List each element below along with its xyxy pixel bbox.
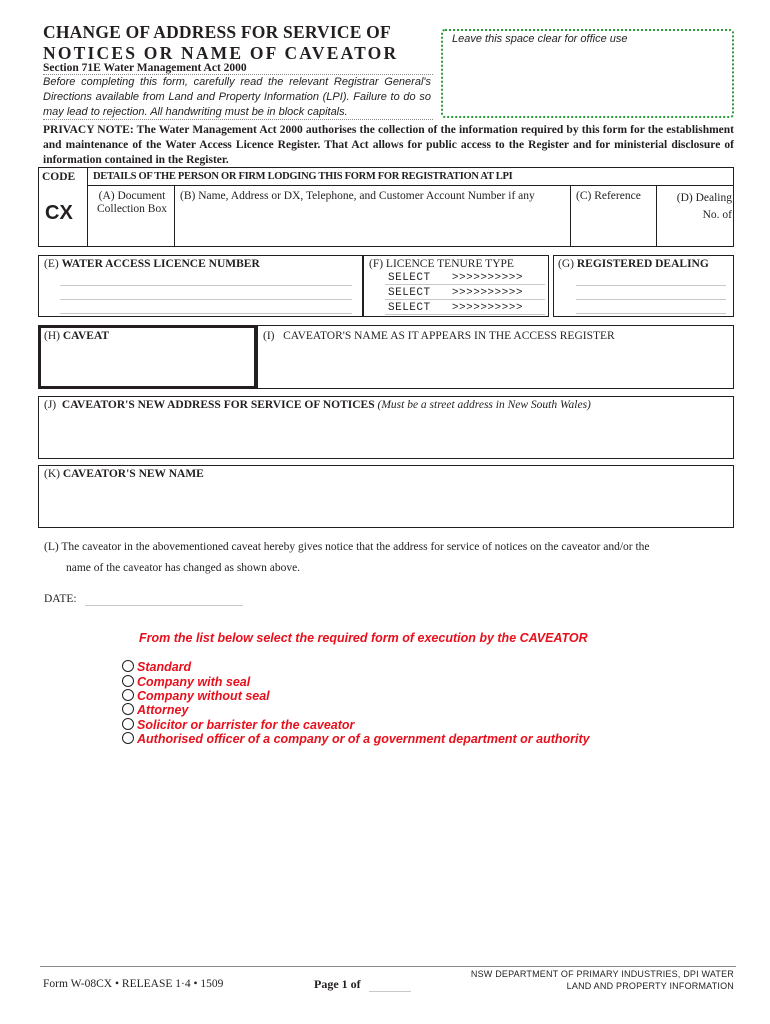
caveator-name-label: (I) CAVEATOR'S NAME AS IT APPEARS IN THE ACCESS REGISTER	[263, 330, 615, 342]
section-reference: Section 71E Water Management Act 2000	[43, 62, 247, 74]
execution-option-standard[interactable]: Standard	[122, 660, 191, 675]
registered-dealing-input-1[interactable]	[576, 285, 726, 286]
dealing-number-label: (D) Dealing No. of	[676, 192, 732, 221]
registered-dealing-input-3[interactable]	[576, 313, 726, 314]
page-count-input[interactable]	[369, 991, 411, 992]
divider	[656, 185, 657, 247]
divider	[87, 185, 734, 186]
radio-button[interactable]	[122, 675, 134, 687]
form-title	[43, 22, 438, 64]
divider	[385, 314, 545, 315]
divider	[43, 119, 433, 120]
reference-field[interactable]	[570, 205, 656, 247]
lodging-heading: DETAILS OF THE PERSON OR FIRM LODGING THIS FORM FOR REGISTRATION AT LPI	[93, 171, 513, 182]
privacy-note: PRIVACY NOTE: The Water Management Act 2000 authorises the collection of the information required by this form for the establishment and maintenance of the Water Access Licence Register. That Act allows for public access to the Register and for ministerial disclosure of information contained in the Register.	[43, 124, 734, 166]
licence-number-input-3[interactable]	[60, 313, 352, 314]
department-info: NSW DEPARTMENT OF PRIMARY INDUSTRIES, DPI WATER LAND AND PROPERTY INFORMATION	[470, 969, 734, 991]
form-id: Form W-08CX • RELEASE 1·4 • 1509	[43, 978, 224, 990]
licence-number-input-2[interactable]	[60, 299, 352, 300]
tenure-type-label: (F) LICENCE TENURE TYPE	[369, 258, 514, 270]
title-line-1: CHANGE OF ADDRESS FOR SERVICE OF	[43, 22, 391, 42]
radio-button[interactable]	[122, 703, 134, 715]
notice-line-1: (L) The caveator in the abovementioned caveat hereby gives notice that the address for service of notices on the caveator and/or the	[44, 541, 650, 553]
execution-option-solicitor[interactable]: Solicitor or barrister for the caveator	[122, 718, 354, 733]
divider	[385, 284, 545, 285]
divider	[87, 167, 88, 247]
lodger-details-label: (B) Name, Address or DX, Telephone, and Customer Account Number if any	[180, 190, 535, 202]
reference-label: (C) Reference	[576, 190, 641, 202]
licence-number-label: (E) WATER ACCESS LICENCE NUMBER	[44, 258, 260, 270]
page-label: Page 1 of	[314, 977, 361, 991]
footer-rule	[40, 966, 736, 967]
radio-button[interactable]	[122, 718, 134, 730]
document-collection-box-label: (A) Document Collection Box	[97, 190, 167, 215]
caveat-label: (H) CAVEAT	[44, 330, 110, 342]
radio-button[interactable]	[122, 732, 134, 744]
code-label: CODE	[42, 171, 76, 183]
radio-button[interactable]	[122, 660, 134, 672]
execution-instruction: From the list below select the required form of execution by the CAVEATOR	[139, 631, 588, 645]
divider	[385, 299, 545, 300]
lodger-details-field[interactable]	[174, 205, 570, 247]
execution-option-company-without-seal[interactable]: Company without seal	[122, 689, 270, 704]
code-value: CX	[45, 202, 73, 224]
new-name-label: (K) CAVEATOR'S NEW NAME	[44, 468, 204, 480]
licence-number-input-1[interactable]	[60, 285, 352, 286]
registered-dealing-label: (G) REGISTERED DEALING	[558, 258, 709, 270]
intro-text: Before completing this form, carefully read the relevant Registrar General's Directions available from Land and Property Information (LPI). Failure to do so may lead to rejection. All handwriting must be in block capitals.	[43, 76, 431, 118]
notice-line-2: name of the caveator has changed as shown above.	[66, 562, 301, 574]
tenure-type-select-1[interactable]: SELECT >>>>>>>>>>	[388, 272, 523, 284]
office-use-label: Leave this space clear for office use	[452, 33, 628, 45]
new-address-label: (J) CAVEATOR'S NEW ADDRESS FOR SERVICE OF NOTICES (Must be a street address in New South Wales)	[44, 399, 591, 411]
office-use-box	[441, 29, 734, 118]
radio-button[interactable]	[122, 689, 134, 701]
execution-option-attorney[interactable]: Attorney	[122, 703, 188, 718]
date-label: DATE:	[44, 593, 77, 605]
title-line-2: NOTICES OR NAME OF CAVEATOR	[43, 43, 399, 63]
execution-option-company-with-seal[interactable]: Company with seal	[122, 675, 250, 690]
tenure-type-select-2[interactable]: SELECT >>>>>>>>>>	[388, 287, 523, 299]
date-input[interactable]	[85, 605, 243, 606]
registered-dealing-input-2[interactable]	[576, 299, 726, 300]
execution-option-authorised-officer[interactable]: Authorised officer of a company or of a government department or authority	[122, 732, 590, 747]
tenure-type-select-3[interactable]: SELECT >>>>>>>>>>	[388, 302, 523, 314]
